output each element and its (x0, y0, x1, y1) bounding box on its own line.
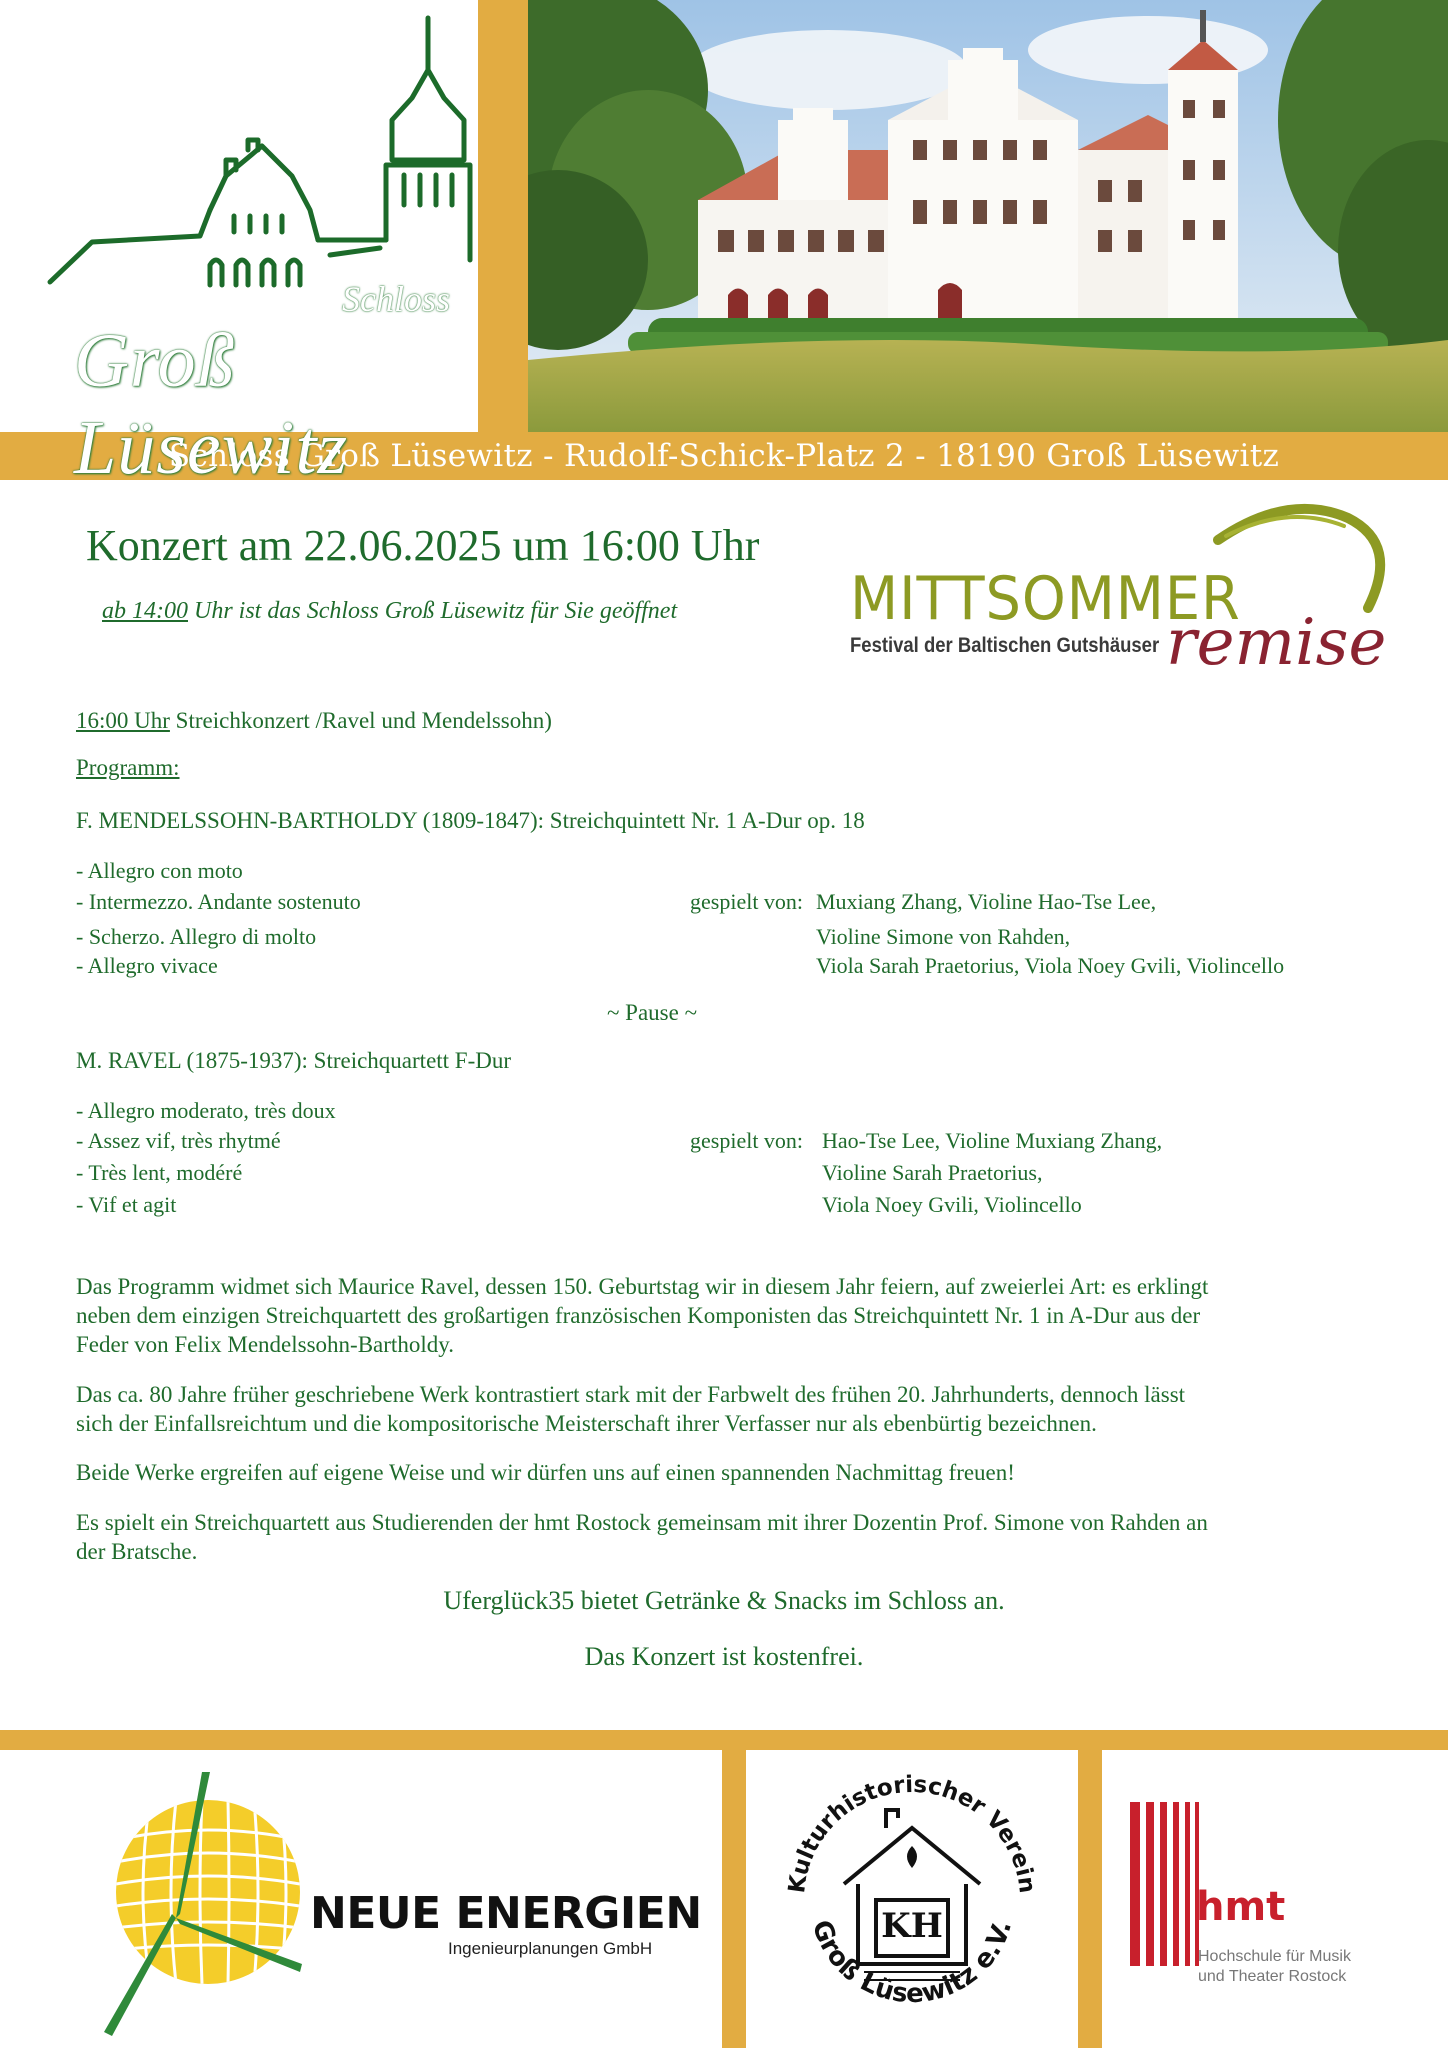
footer-band (0, 1730, 1448, 2048)
program-time: 16:00 Uhr (76, 708, 170, 733)
opening-time: ab 14:00 (102, 598, 188, 624)
castle-photo-illustration (528, 0, 1448, 432)
movement: - Intermezzo. Andante sostenuto (76, 889, 361, 914)
movement: - Scherzo. Allegro di molto (76, 924, 317, 949)
description-paragraph-1 (76, 1272, 1376, 1359)
paragraph-line: der Bratsche. (76, 1539, 198, 1564)
hmt-line2: und Theater Rostock (1198, 1968, 1347, 1985)
paragraph-line: Beide Werke ergreifen auf eigene Weise und wir dürfen uns auf einen spannenden Nachmittag freuen! (76, 1460, 1015, 1485)
sponsor1-sub: Ingenieurplanungen GmbH (448, 1939, 653, 1958)
logo-name-text: Groß Lüsewitz (74, 319, 349, 490)
program-event: Streichkonzert /Ravel und Mendelssohn) (175, 708, 552, 733)
work-title-ravel: M. RAVEL (1875-1937): Streichquartett F-Dur (76, 1048, 512, 1073)
paragraph-line: Feder von Felix Mendelssohn-Bartholdy. (76, 1332, 454, 1357)
opening-line (102, 598, 677, 625)
solar-wind-icon (0, 1750, 310, 2048)
free-entry-note: Das Konzert ist kostenfrei. (584, 1642, 864, 1671)
players-line: Muxiang Zhang, Violine Hao-Tse Lee, (816, 889, 1157, 914)
players-line: Hao-Tse Lee, Violine Muxiang Zhang, (822, 1128, 1163, 1153)
program-time-line (76, 708, 552, 734)
hmt-abbr: hmt (1196, 1884, 1286, 1930)
sponsor-neue-energien (0, 1750, 722, 2048)
movement: - Très lent, modéré (76, 1160, 243, 1185)
played-by-label: gespielt von: (690, 889, 804, 914)
castle-photo (528, 0, 1448, 432)
concert-title: Konzert am 22.06.2025 um 16:00 Uhr (86, 521, 760, 570)
paragraph-line: Es spielt ein Streichquartett aus Studierenden der hmt Rostock gemeinsam mit ihrer Dozentin Prof. Simone von Rahden an (76, 1510, 1208, 1535)
verein-monogram: KH (881, 1906, 943, 1946)
movement: - Allegro vivace (76, 953, 218, 978)
pause-label: ~ Pause ~ (606, 1000, 698, 1025)
paragraph-line: sich der Einfallsreichtum und die kompositorische Meisterschaft ihrer Verfasser nur als ebenbürtig bezeichnen. (76, 1411, 1097, 1436)
players-line: Viola Sarah Praetorius, Viola Noey Gvili, Violincello (816, 953, 1285, 978)
address-text: Schloss Groß Lüsewitz - Rudolf-Schick-Platz 2 - 18190 Groß Lüsewitz (168, 438, 1280, 474)
svg-text:Groß Lüsewitz e.V.: Groß Lüsewitz e.V. (805, 1916, 1019, 2010)
description-paragraph-4 (76, 1508, 1376, 1566)
played-by-label: gespielt von: (690, 1128, 804, 1153)
movement: - Allegro moderato, très doux (76, 1098, 336, 1123)
mittsommer-logo (848, 500, 1408, 690)
sponsor-hmt (1102, 1750, 1448, 2048)
logo-schloss-text: Schloss (342, 279, 450, 319)
paragraph-line: Das Programm widmet sich Maurice Ravel, dessen 150. Geburtstag wir in diesem Jahr feiern, auf zweierlei Art: es erklingt (76, 1274, 1209, 1299)
movement: - Allegro con moto (76, 858, 243, 883)
movement: - Vif et agit (76, 1192, 177, 1217)
festival-subtitle: Festival der Baltischen Gutshäuser (850, 634, 1160, 657)
header-band (0, 0, 1448, 490)
work-title-mendelssohn: F. MENDELSSOHN-BARTHOLDY (1809-1847): Streichquintett Nr. 1 A-Dur op. 18 (76, 808, 865, 833)
players-line: Violine Sarah Praetorius, (822, 1160, 1043, 1185)
program-heading: Programm: (76, 755, 180, 780)
paragraph-line: neben dem einzigen Streichquartett des großartigen französischen Komponisten das Streichquintett Nr. 1 in A-Dur aus der (76, 1303, 1201, 1328)
opening-text: Uhr ist das Schloss Groß Lüsewitz für Sie geöffnet (194, 598, 678, 624)
paragraph-line: Das ca. 80 Jahre früher geschriebene Werk kontrastiert stark mit der Farbwelt des frühen 20. Jahrhunderts, dennoch lässt (76, 1382, 1186, 1407)
players-line: Violine Simone von Rahden, (816, 924, 1071, 949)
movement: - Assez vif, très rhytmé (76, 1128, 281, 1153)
festival-remise: remise (1166, 606, 1387, 680)
festival-title: MITTSOMMER (850, 564, 1241, 634)
address-bar (0, 432, 1448, 480)
catering-note: Uferglück35 bietet Getränke & Snacks im Schloss an. (443, 1586, 1005, 1615)
sponsor1-name: NEUE ENERGIEN (310, 1888, 702, 1939)
sponsor-kulturhistorischer-verein (746, 1750, 1078, 2048)
schloss-logo (0, 0, 478, 490)
players-line: Viola Noey Gvili, Violincello (822, 1192, 1082, 1217)
svg-text:Kulturhistorischer Verein: Kulturhistorischer Verein (784, 1771, 1040, 1895)
description-paragraph-2 (76, 1380, 1376, 1438)
verein-seal-icon (746, 1750, 1078, 2048)
hmt-line1: Hochschule für Musik (1198, 1948, 1351, 1965)
description-paragraph-3 (76, 1458, 1376, 1487)
